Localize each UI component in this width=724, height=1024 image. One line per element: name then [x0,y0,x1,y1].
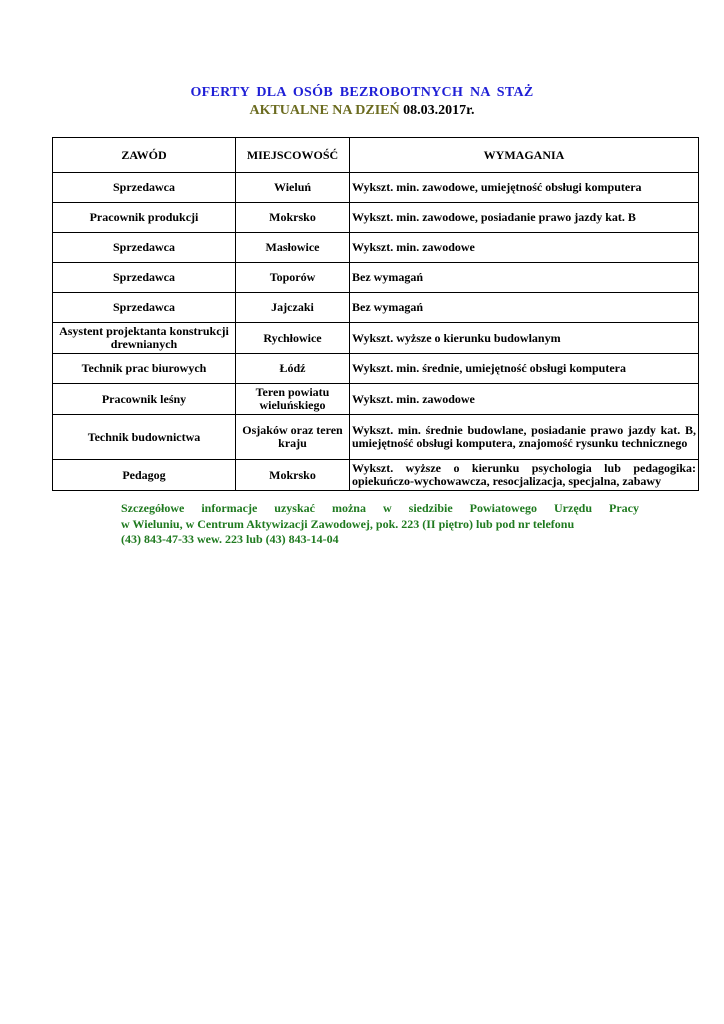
table-row [53,384,699,415]
subtitle-prefix: AKTUALNE NA DZIEŃ [249,103,404,118]
table-row [53,354,699,384]
table-row [53,203,699,233]
contact-info-line-3: (43) 843-47-33 wew. 223 lub (43) 843-14-04 [121,532,339,546]
cell-zawod: Sprzedawca [53,173,236,203]
cell-miejscowosc: Toporów [236,263,350,293]
cell-wymagania: Wykszt. wyższe o kierunku budowlanym [350,323,699,354]
cell-miejscowosc: Jajczaki [236,293,350,323]
table-header-row [53,138,699,173]
cell-wymagania: Wykszt. min. zawodowe, posiadanie prawo jazdy kat. B [350,203,699,233]
cell-miejscowosc: Teren powiatu wieluńskiego [236,384,350,415]
cell-miejscowosc: Mokrsko [236,203,350,233]
offers-table [52,137,699,491]
page-title: OFERTY DLA OSÓB BEZROBOTNYCH NA STAŻ [190,85,534,100]
cell-zawod: Asystent projektanta konstrukcji drewnianych [53,323,236,354]
cell-wymagania: Bez wymagań [350,293,699,323]
cell-miejscowosc: Wieluń [236,173,350,203]
cell-wymagania: Wykszt. min. średnie budowlane, posiadanie prawo jazdy kat. B, umiejętność obsługi komputera, znajomość rysunku technicznego [350,415,699,460]
cell-miejscowosc: Rychłowice [236,323,350,354]
cell-wymagania: Wykszt. min. średnie, umiejętność obsługi komputera [350,354,699,384]
subtitle-date: 08.03. [403,103,439,118]
cell-wymagania: Wykszt. min. zawodowe [350,233,699,263]
table-row [53,173,699,203]
table-row [53,263,699,293]
table-row [53,460,699,491]
cell-zawod: Technik budownictwa [53,415,236,460]
cell-miejscowosc: Łódź [236,354,350,384]
column-header-miejscowosc: MIEJSCOWOŚĆ [236,138,350,173]
cell-zawod: Sprzedawca [53,233,236,263]
cell-zawod: Pedagog [53,460,236,491]
column-header-wymagania: WYMAGANIA [350,138,699,173]
cell-miejscowosc: Mokrsko [236,460,350,491]
cell-wymagania: Wykszt. wyższe o kierunku psychologia lub pedagogika: opiekuńczo-wychowawcza, resocjalizacja, specjalna, zabawy [350,460,699,491]
contact-info [121,501,639,548]
cell-miejscowosc: Masłowice [236,233,350,263]
table-row [53,233,699,263]
cell-miejscowosc: Osjaków oraz teren kraju [236,415,350,460]
cell-wymagania: Wykszt. min. zawodowe [350,384,699,415]
subtitle-year: 2017r. [438,103,475,118]
cell-zawod: Technik prac biurowych [53,354,236,384]
cell-zawod: Sprzedawca [53,293,236,323]
table-row [53,293,699,323]
table-row [53,323,699,354]
cell-zawod: Pracownik leśny [53,384,236,415]
cell-wymagania: Wykszt. min. zawodowe, umiejętność obsługi komputera [350,173,699,203]
table-row [53,415,699,460]
contact-info-line-2: w Wieluniu, w Centrum Aktywizacji Zawodowej, pok. 223 (II piętro) lub pod nr telefonu [121,516,575,531]
page-subtitle [0,103,724,119]
cell-zawod: Sprzedawca [53,263,236,293]
contact-info-line-1: Szczegółowe informacje uzyskać można w siedzibie Powiatowego Urzędu Pracy [121,501,639,515]
cell-wymagania: Bez wymagań [350,263,699,293]
column-header-zawod: ZAWÓD [53,138,236,173]
cell-zawod: Pracownik produkcji [53,203,236,233]
